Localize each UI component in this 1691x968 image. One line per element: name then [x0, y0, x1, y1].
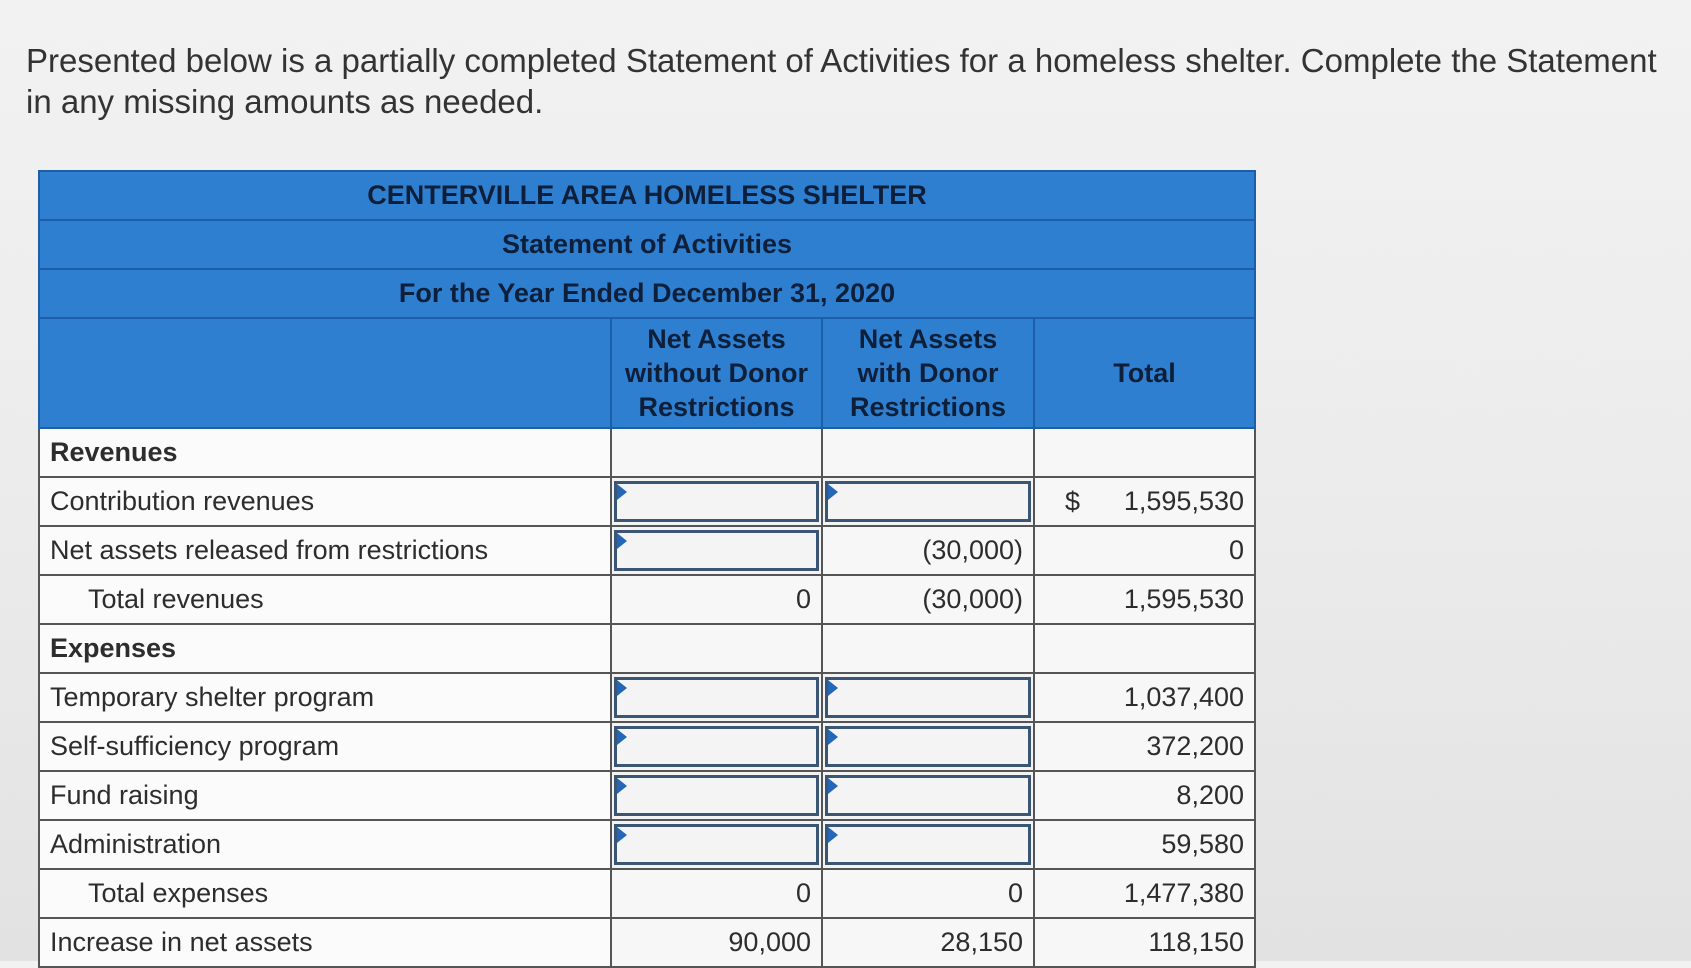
- increase-total-value: 118,150: [1034, 918, 1255, 967]
- column-header-row: [39, 318, 1255, 428]
- answer-input-box[interactable]: [825, 726, 1031, 767]
- header-title-row: [39, 220, 1255, 269]
- fund-raising-total-value: 8,200: [1034, 771, 1255, 820]
- table-row: [39, 477, 1255, 526]
- administration-without-donor-input[interactable]: [611, 820, 822, 869]
- dollar-sign: $: [1065, 486, 1081, 516]
- contribution-without-donor-input[interactable]: [611, 477, 822, 526]
- empty-cell: [1034, 624, 1255, 673]
- released-without-donor-input[interactable]: [611, 526, 822, 575]
- table-row: [39, 869, 1255, 918]
- total-revenues-with-value: (30,000): [822, 575, 1034, 624]
- contribution-revenues-label: Contribution revenues: [39, 477, 611, 526]
- column-header-blank: [39, 318, 611, 428]
- total-expenses-label: Total expenses: [39, 869, 611, 918]
- empty-cell: [1034, 428, 1255, 477]
- instructions-line-1: Presented below is a partially completed Statement of Activities for a homeless shelter. Complete the Statement: [26, 42, 1657, 79]
- administration-label: Administration: [39, 820, 611, 869]
- header-org-row: [39, 171, 1255, 220]
- table-row: [39, 673, 1255, 722]
- column-header-with-line-1: Net Assets: [858, 324, 998, 354]
- expenses-header: Expenses: [39, 624, 611, 673]
- self-sufficiency-label: Self-sufficiency program: [39, 722, 611, 771]
- empty-cell: [611, 624, 822, 673]
- fund-raising-label: Fund raising: [39, 771, 611, 820]
- instructions-text: [26, 40, 1676, 122]
- empty-cell: [822, 624, 1034, 673]
- instructions-line-2: in any missing amounts as needed.: [26, 83, 544, 120]
- column-header-with-donor: [822, 318, 1034, 428]
- contribution-total-value: 1,595,530: [1123, 486, 1244, 516]
- administration-total-value: 59,580: [1034, 820, 1255, 869]
- total-expenses-with-value: 0: [822, 869, 1034, 918]
- column-header-without-line-1: Net Assets: [647, 324, 786, 354]
- fund-raising-without-donor-input[interactable]: [611, 771, 822, 820]
- statement-title: Statement of Activities: [39, 220, 1255, 269]
- total-expenses-total-value: 1,477,380: [1034, 869, 1255, 918]
- answer-input-box[interactable]: [614, 530, 819, 571]
- table-row: [39, 722, 1255, 771]
- answer-input-box[interactable]: [614, 677, 819, 718]
- released-with-donor-value: (30,000): [822, 526, 1034, 575]
- answer-input-box[interactable]: [614, 824, 819, 865]
- empty-cell: [822, 428, 1034, 477]
- column-header-without-line-2: without Donor: [625, 358, 808, 388]
- statement-of-activities-table: [38, 170, 1256, 968]
- table-row: [39, 526, 1255, 575]
- self-sufficiency-without-donor-input[interactable]: [611, 722, 822, 771]
- table-row: [39, 575, 1255, 624]
- temp-shelter-without-donor-input[interactable]: [611, 673, 822, 722]
- answer-input-box[interactable]: [825, 677, 1031, 718]
- increase-with-value: 28,150: [822, 918, 1034, 967]
- answer-input-box[interactable]: [614, 726, 819, 767]
- empty-cell: [611, 428, 822, 477]
- released-total-value: 0: [1034, 526, 1255, 575]
- self-sufficiency-total-value: 372,200: [1034, 722, 1255, 771]
- administration-with-donor-input[interactable]: [822, 820, 1034, 869]
- table-row: [39, 820, 1255, 869]
- fund-raising-with-donor-input[interactable]: [822, 771, 1034, 820]
- increase-without-value: 90,000: [611, 918, 822, 967]
- answer-input-box[interactable]: [825, 775, 1031, 816]
- statement-period: For the Year Ended December 31, 2020: [39, 269, 1255, 318]
- table-row: [39, 428, 1255, 477]
- org-name: CENTERVILLE AREA HOMELESS SHELTER: [39, 171, 1255, 220]
- temp-shelter-total-value: 1,037,400: [1034, 673, 1255, 722]
- released-label: Net assets released from restrictions: [39, 526, 611, 575]
- column-header-without-line-3: Restrictions: [638, 392, 795, 422]
- column-header-with-line-3: Restrictions: [849, 392, 1007, 422]
- total-revenues-without-value: 0: [611, 575, 822, 624]
- contribution-with-donor-input[interactable]: [822, 477, 1034, 526]
- column-header-without-donor: [611, 318, 822, 428]
- answer-input-box[interactable]: [614, 481, 819, 522]
- table-row: [39, 771, 1255, 820]
- revenues-header: Revenues: [39, 428, 611, 477]
- increase-label: Increase in net assets: [39, 918, 611, 967]
- temp-shelter-with-donor-input[interactable]: [822, 673, 1034, 722]
- answer-input-box[interactable]: [825, 481, 1031, 522]
- total-revenues-label: Total revenues: [39, 575, 611, 624]
- self-sufficiency-with-donor-input[interactable]: [822, 722, 1034, 771]
- header-period-row: [39, 269, 1255, 318]
- contribution-total: [1034, 477, 1255, 526]
- total-revenues-total-value: 1,595,530: [1034, 575, 1255, 624]
- table-row: [39, 624, 1255, 673]
- table-row: [39, 918, 1255, 967]
- answer-input-box[interactable]: [614, 775, 819, 816]
- temp-shelter-label: Temporary shelter program: [39, 673, 611, 722]
- total-expenses-without-value: 0: [611, 869, 822, 918]
- column-header-total: Total: [1034, 318, 1255, 428]
- answer-input-box[interactable]: [825, 824, 1031, 865]
- column-header-with-line-2: with Donor: [857, 358, 999, 388]
